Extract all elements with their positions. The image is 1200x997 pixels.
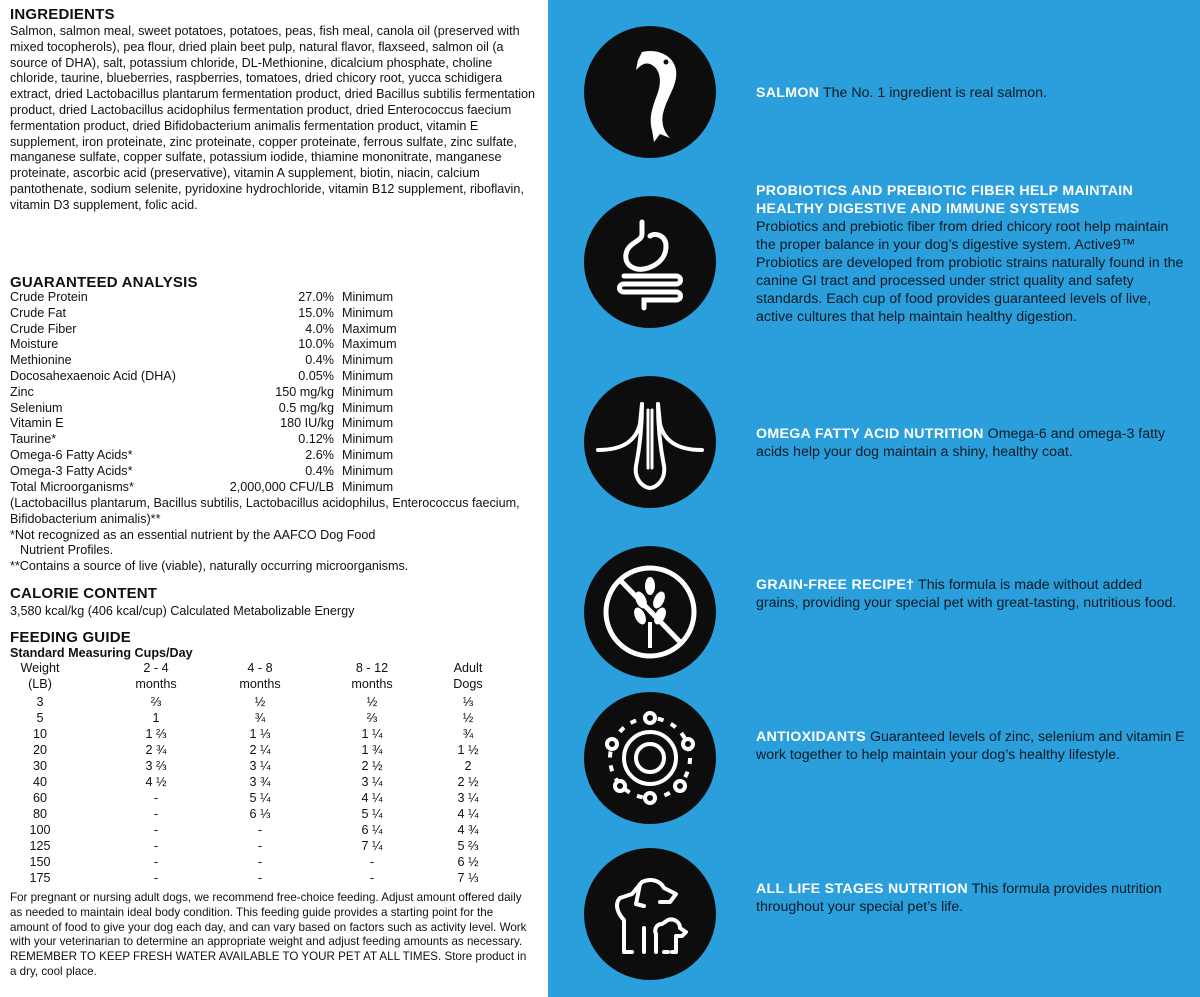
feature-salmon	[756, 84, 1186, 102]
feeding-cell: ¾	[462, 727, 474, 741]
analysis-nutrient: Crude Fiber	[10, 321, 77, 336]
calorie-content-text: 3,580 kcal/kg (406 kcal/cup) Calculated Metabolizable Energy	[10, 604, 355, 618]
analysis-note-live: **Contains a source of live (viable), naturally occurring microorganisms.	[10, 559, 409, 573]
analysis-qualifier: Minimum	[342, 479, 394, 494]
analysis-row	[10, 353, 430, 369]
feeding-cell: -	[153, 855, 159, 869]
analysis-note-aafco-cont: Nutrient Profiles.	[20, 543, 114, 557]
analysis-nutrient: Methionine	[10, 353, 72, 368]
analysis-nutrient: Omega-6 Fatty Acids*	[10, 448, 133, 462]
feeding-cell: ½	[366, 695, 378, 709]
analysis-nutrient: Total Microorganisms*	[10, 479, 134, 494]
feature-omega-text: Omega-6 and omega-3 fatty acids help your dog maintain a shiny, healthy coat.	[756, 426, 1166, 460]
feeding-row	[10, 823, 510, 839]
analysis-value: 10.0%	[298, 337, 334, 352]
feature-grain-free-title: GRAIN-FREE RECIPE†	[756, 577, 915, 593]
analysis-value: 0.5 mg/kg	[278, 400, 334, 415]
feeding-row	[10, 759, 510, 775]
feeding-cell: 80	[32, 807, 47, 821]
feeding-cell: ½	[462, 711, 474, 725]
feeding-cell: 5 ¼	[361, 807, 383, 821]
feeding-cell: ⅓	[462, 695, 474, 709]
feeding-header-cell: months	[135, 677, 177, 691]
analysis-nutrient: Selenium	[10, 400, 63, 415]
feeding-cell: 175	[29, 871, 51, 885]
feeding-cell: 2 ½	[361, 759, 383, 773]
feature-life-stages-text: This formula provides nutrition throughout your special pet’s life.	[756, 881, 1162, 915]
analysis-row	[10, 464, 430, 480]
feeding-header-cell: 4 - 8	[247, 661, 273, 675]
feeding-cell: 4 ¼	[361, 791, 383, 805]
feeding-cell: -	[153, 791, 159, 805]
feeding-header-cell: 8 - 12	[355, 661, 389, 675]
feeding-cell: 3 ¾	[249, 775, 271, 789]
analysis-nutrient: Crude Fat	[10, 305, 66, 320]
feeding-cell: ½	[254, 695, 266, 709]
feeding-cell: 7 ⅓	[457, 871, 479, 885]
analysis-value: 180 IU/kg	[280, 416, 334, 431]
feature-salmon-title: SALMON	[756, 85, 820, 101]
feeding-cell: 60	[32, 791, 47, 805]
dog-and-puppy-icon	[584, 848, 716, 980]
salmon-icon	[584, 26, 716, 158]
feeding-cell: 6 ⅓	[249, 807, 271, 821]
feeding-cell: ⅔	[366, 711, 378, 725]
analysis-qualifier: Minimum	[342, 290, 394, 304]
analysis-value: 15.0%	[298, 305, 334, 320]
analysis-row	[10, 337, 430, 353]
feeding-cell: 4 ¼	[457, 807, 479, 821]
analysis-row	[10, 306, 430, 322]
feature-salmon-text: The No. 1 ingredient is real salmon.	[822, 85, 1047, 101]
feeding-cell: -	[257, 871, 263, 885]
analysis-value: 27.0%	[298, 290, 334, 304]
feeding-row	[10, 871, 510, 887]
feeding-cell: -	[153, 871, 159, 885]
feeding-header-cell: (LB)	[28, 677, 52, 691]
feeding-cell: 3	[36, 695, 44, 709]
feeding-cell: 2	[464, 759, 472, 773]
feeding-cell: 10	[32, 727, 47, 741]
analysis-value: 0.05%	[298, 369, 334, 383]
feeding-header-cell: months	[239, 677, 281, 691]
analysis-row	[10, 385, 430, 401]
feeding-cell: 1 ¾	[361, 743, 383, 757]
analysis-qualifier: Minimum	[342, 384, 394, 399]
feeding-cell: 7 ¼	[361, 839, 383, 853]
feeding-cell: 5	[36, 711, 44, 725]
analysis-note-microorganisms: (Lactobacillus plantarum, Bacillus subtilis, Lactobacillus acidophilus, Enterococcus faecium, Bifidobacterium animalis)**	[10, 496, 520, 526]
guaranteed-analysis-heading: GUARANTEED ANALYSIS	[10, 274, 198, 291]
nutrition-label-panel	[0, 0, 548, 997]
analysis-qualifier: Maximum	[342, 337, 397, 352]
feeding-row	[10, 695, 510, 711]
feeding-cell: 4 ½	[145, 775, 167, 789]
feeding-cell: -	[153, 823, 159, 837]
ingredients-text: Salmon, salmon meal, sweet potatoes, potatoes, peas, fish meal, canola oil (preserved with mixed tocopherols), pea flour, dried plain beet pulp, natural flavor, flaxseed, salmon oil (a source of DHA), salt, potassium chloride, DL-Methionine, dicalcium phosphate, choline chloride, taurine, blueberries, raspberries, tomatoes, dried chicory root, yucca schidigera extract, dried Lactobacillus plantarum fermentation product, dried Bacillus subtilis fermentation product, dried Lactobacillus acidophilus fermentation product, dried Enterococcus faecium fermentation product, dried Bifidobacterium animalis fermentation product, vitamin E supplement, iron proteinate, zinc proteinate, copper proteinate, ferrous sulfate, zinc sulfate, manganese sulfate, copper sulfate, potassium iodide, thiamine mononitrate, manganese proteinate, ascorbic acid (preservative), vitamin A supplement, biotin, niacin, calcium pantothenate, sodium selenite, pyridoxine hydrochloride, vitamin B12 supplement, riboflavin, vitamin D3 supplement, folic acid.	[10, 24, 536, 212]
feeding-cell: -	[257, 839, 263, 853]
feeding-cell: 5 ⅔	[457, 839, 479, 853]
feeding-row	[10, 775, 510, 791]
feeding-cell: 5 ¼	[249, 791, 271, 805]
feeding-cell: 20	[32, 743, 47, 757]
digestive-system-icon	[584, 196, 716, 328]
feeding-row	[10, 743, 510, 759]
feeding-guide-footer: For pregnant or nursing adult dogs, we recommend free-choice feeding. Adjust amount offered daily as needed to maintain ideal body condition. This feeding guide provides a starting point for the amount of food to give your dog each day, and can vary based on factors such as activity level. Work with your veterinarian to determine an appropriate weight and adjust feeding amounts as necessary. REMEMBER TO KEEP FRESH WATER AVAILABLE TO YOUR PET AT ALL TIMES. Store product in a dry, cool place.	[10, 891, 527, 978]
feeding-cell: -	[257, 823, 263, 837]
analysis-row	[10, 416, 430, 432]
analysis-nutrient: Docosahexaenoic Acid (DHA)	[10, 369, 176, 383]
feeding-cell: 3 ¼	[457, 791, 479, 805]
feeding-row	[10, 711, 510, 727]
feeding-header-cell: Weight	[20, 661, 60, 675]
feeding-guide-heading: FEEDING GUIDE	[10, 629, 131, 646]
feeding-cell: 125	[29, 839, 51, 853]
analysis-qualifier: Minimum	[342, 369, 394, 383]
analysis-nutrient: Moisture	[10, 337, 59, 352]
feature-grain-free	[756, 576, 1186, 612]
feature-life-stages	[756, 880, 1186, 916]
analysis-nutrient: Zinc	[10, 384, 34, 399]
analysis-row	[10, 290, 430, 306]
feeding-cell: 3 ¼	[249, 759, 271, 773]
feeding-cell: 1 ¼	[361, 727, 383, 741]
calorie-content-heading: CALORIE CONTENT	[10, 585, 158, 602]
feature-probiotics-title: PROBIOTICS AND PREBIOTIC FIBER HELP MAINTAIN HEALTHY DIGESTIVE AND IMMUNE SYSTEMS	[756, 183, 1134, 217]
feeding-header-row	[10, 677, 510, 693]
feeding-cell: 6 ¼	[361, 823, 383, 837]
feeding-cell: -	[257, 855, 263, 869]
analysis-nutrient: Crude Protein	[10, 290, 88, 304]
feeding-cell: -	[369, 871, 375, 885]
feeding-cell: -	[153, 839, 159, 853]
analysis-value: 4.0%	[305, 321, 334, 336]
feeding-header-cell: months	[351, 677, 393, 691]
feeding-row	[10, 807, 510, 823]
feeding-cell: 100	[29, 823, 51, 837]
feeding-header-cell: Dogs	[453, 677, 483, 691]
feeding-cell: 1 ½	[457, 743, 479, 757]
analysis-value: 150 mg/kg	[275, 384, 334, 399]
analysis-qualifier: Minimum	[342, 416, 394, 431]
feeding-cell: 4 ¾	[457, 823, 479, 837]
analysis-value: 2.6%	[305, 448, 334, 462]
feature-life-stages-title: ALL LIFE STAGES NUTRITION	[756, 881, 968, 897]
analysis-nutrient: Omega-3 Fatty Acids*	[10, 463, 133, 478]
feeding-cell: 6 ½	[457, 855, 479, 869]
analysis-qualifier: Minimum	[342, 463, 394, 478]
feeding-guide-subheading: Standard Measuring Cups/Day	[10, 646, 193, 660]
feeding-cell: 1 ⅔	[145, 727, 167, 741]
feeding-cell: 1 ⅓	[249, 727, 271, 741]
analysis-nutrient: Taurine*	[10, 432, 57, 447]
analysis-row	[10, 401, 430, 417]
hair-follicle-icon	[584, 376, 716, 508]
antioxidant-icon	[584, 692, 716, 824]
feeding-cell: ⅔	[150, 695, 162, 709]
feeding-cell: 3 ¼	[361, 775, 383, 789]
feature-antioxidants-text: Guaranteed levels of zinc, selenium and vitamin E work together to help maintain your dog’s healthy lifestyle.	[756, 729, 1185, 763]
analysis-value: 2,000,000 CFU/LB	[229, 479, 334, 494]
feeding-row	[10, 727, 510, 743]
feeding-cell: 2 ¼	[249, 743, 271, 757]
feeding-cell: -	[369, 855, 375, 869]
feeding-cell: ¾	[254, 711, 266, 725]
no-grain-icon	[584, 546, 716, 678]
feeding-cell: 150	[29, 855, 51, 869]
ingredients-heading: INGREDIENTS	[10, 6, 115, 23]
analysis-qualifier: Minimum	[342, 400, 394, 415]
analysis-note-aafco: *Not recognized as an essential nutrient by the AAFCO Dog Food	[10, 528, 376, 542]
feeding-row	[10, 839, 510, 855]
feature-probiotics-text: Probiotics and prebiotic fiber from dried chicory root help maintain the proper balance in your dog’s digestive system. Active9™ Probiotics are developed from probiotic strains naturally found in the canine GI tract and processed under strict quality and safety standards. Each cup of food provides guaranteed levels of live, active cultures that help maintain healthy digestion.	[756, 219, 1184, 325]
analysis-row	[10, 448, 430, 464]
feature-omega-title: OMEGA FATTY ACID NUTRITION	[756, 426, 984, 442]
feature-antioxidants-title: ANTIOXIDANTS	[756, 729, 867, 745]
analysis-row	[10, 432, 430, 448]
analysis-nutrient: Vitamin E	[10, 416, 64, 431]
feeding-cell: 2 ¾	[145, 743, 167, 757]
analysis-qualifier: Minimum	[342, 353, 394, 368]
analysis-row	[10, 322, 430, 338]
analysis-qualifier: Minimum	[342, 448, 394, 462]
analysis-value: 0.4%	[305, 463, 334, 478]
feature-omega	[756, 425, 1186, 461]
analysis-value: 0.12%	[298, 432, 334, 447]
analysis-row	[10, 480, 430, 496]
analysis-qualifier: Maximum	[342, 321, 397, 336]
feeding-cell: -	[153, 807, 159, 821]
analysis-qualifier: Minimum	[342, 305, 394, 320]
analysis-qualifier: Minimum	[342, 432, 394, 447]
feeding-cell: 30	[32, 759, 47, 773]
feeding-header-cell: Adult	[453, 661, 483, 675]
feature-antioxidants	[756, 728, 1186, 764]
feeding-header-cell: 2 - 4	[143, 661, 169, 675]
feeding-header-row	[10, 661, 510, 677]
feeding-row	[10, 791, 510, 807]
feature-grain-free-text: This formula is made without added grains, providing your special pet with great-tasting, nutritious food.	[756, 577, 1177, 611]
feeding-cell: 40	[32, 775, 47, 789]
feature-probiotics	[756, 182, 1186, 326]
feeding-cell: 1	[152, 711, 160, 725]
feeding-cell: 2 ½	[457, 775, 479, 789]
analysis-row	[10, 369, 430, 385]
feeding-cell: 3 ⅔	[145, 759, 167, 773]
feature-benefits-panel	[548, 0, 1200, 997]
feeding-row	[10, 855, 510, 871]
analysis-value: 0.4%	[305, 353, 334, 368]
